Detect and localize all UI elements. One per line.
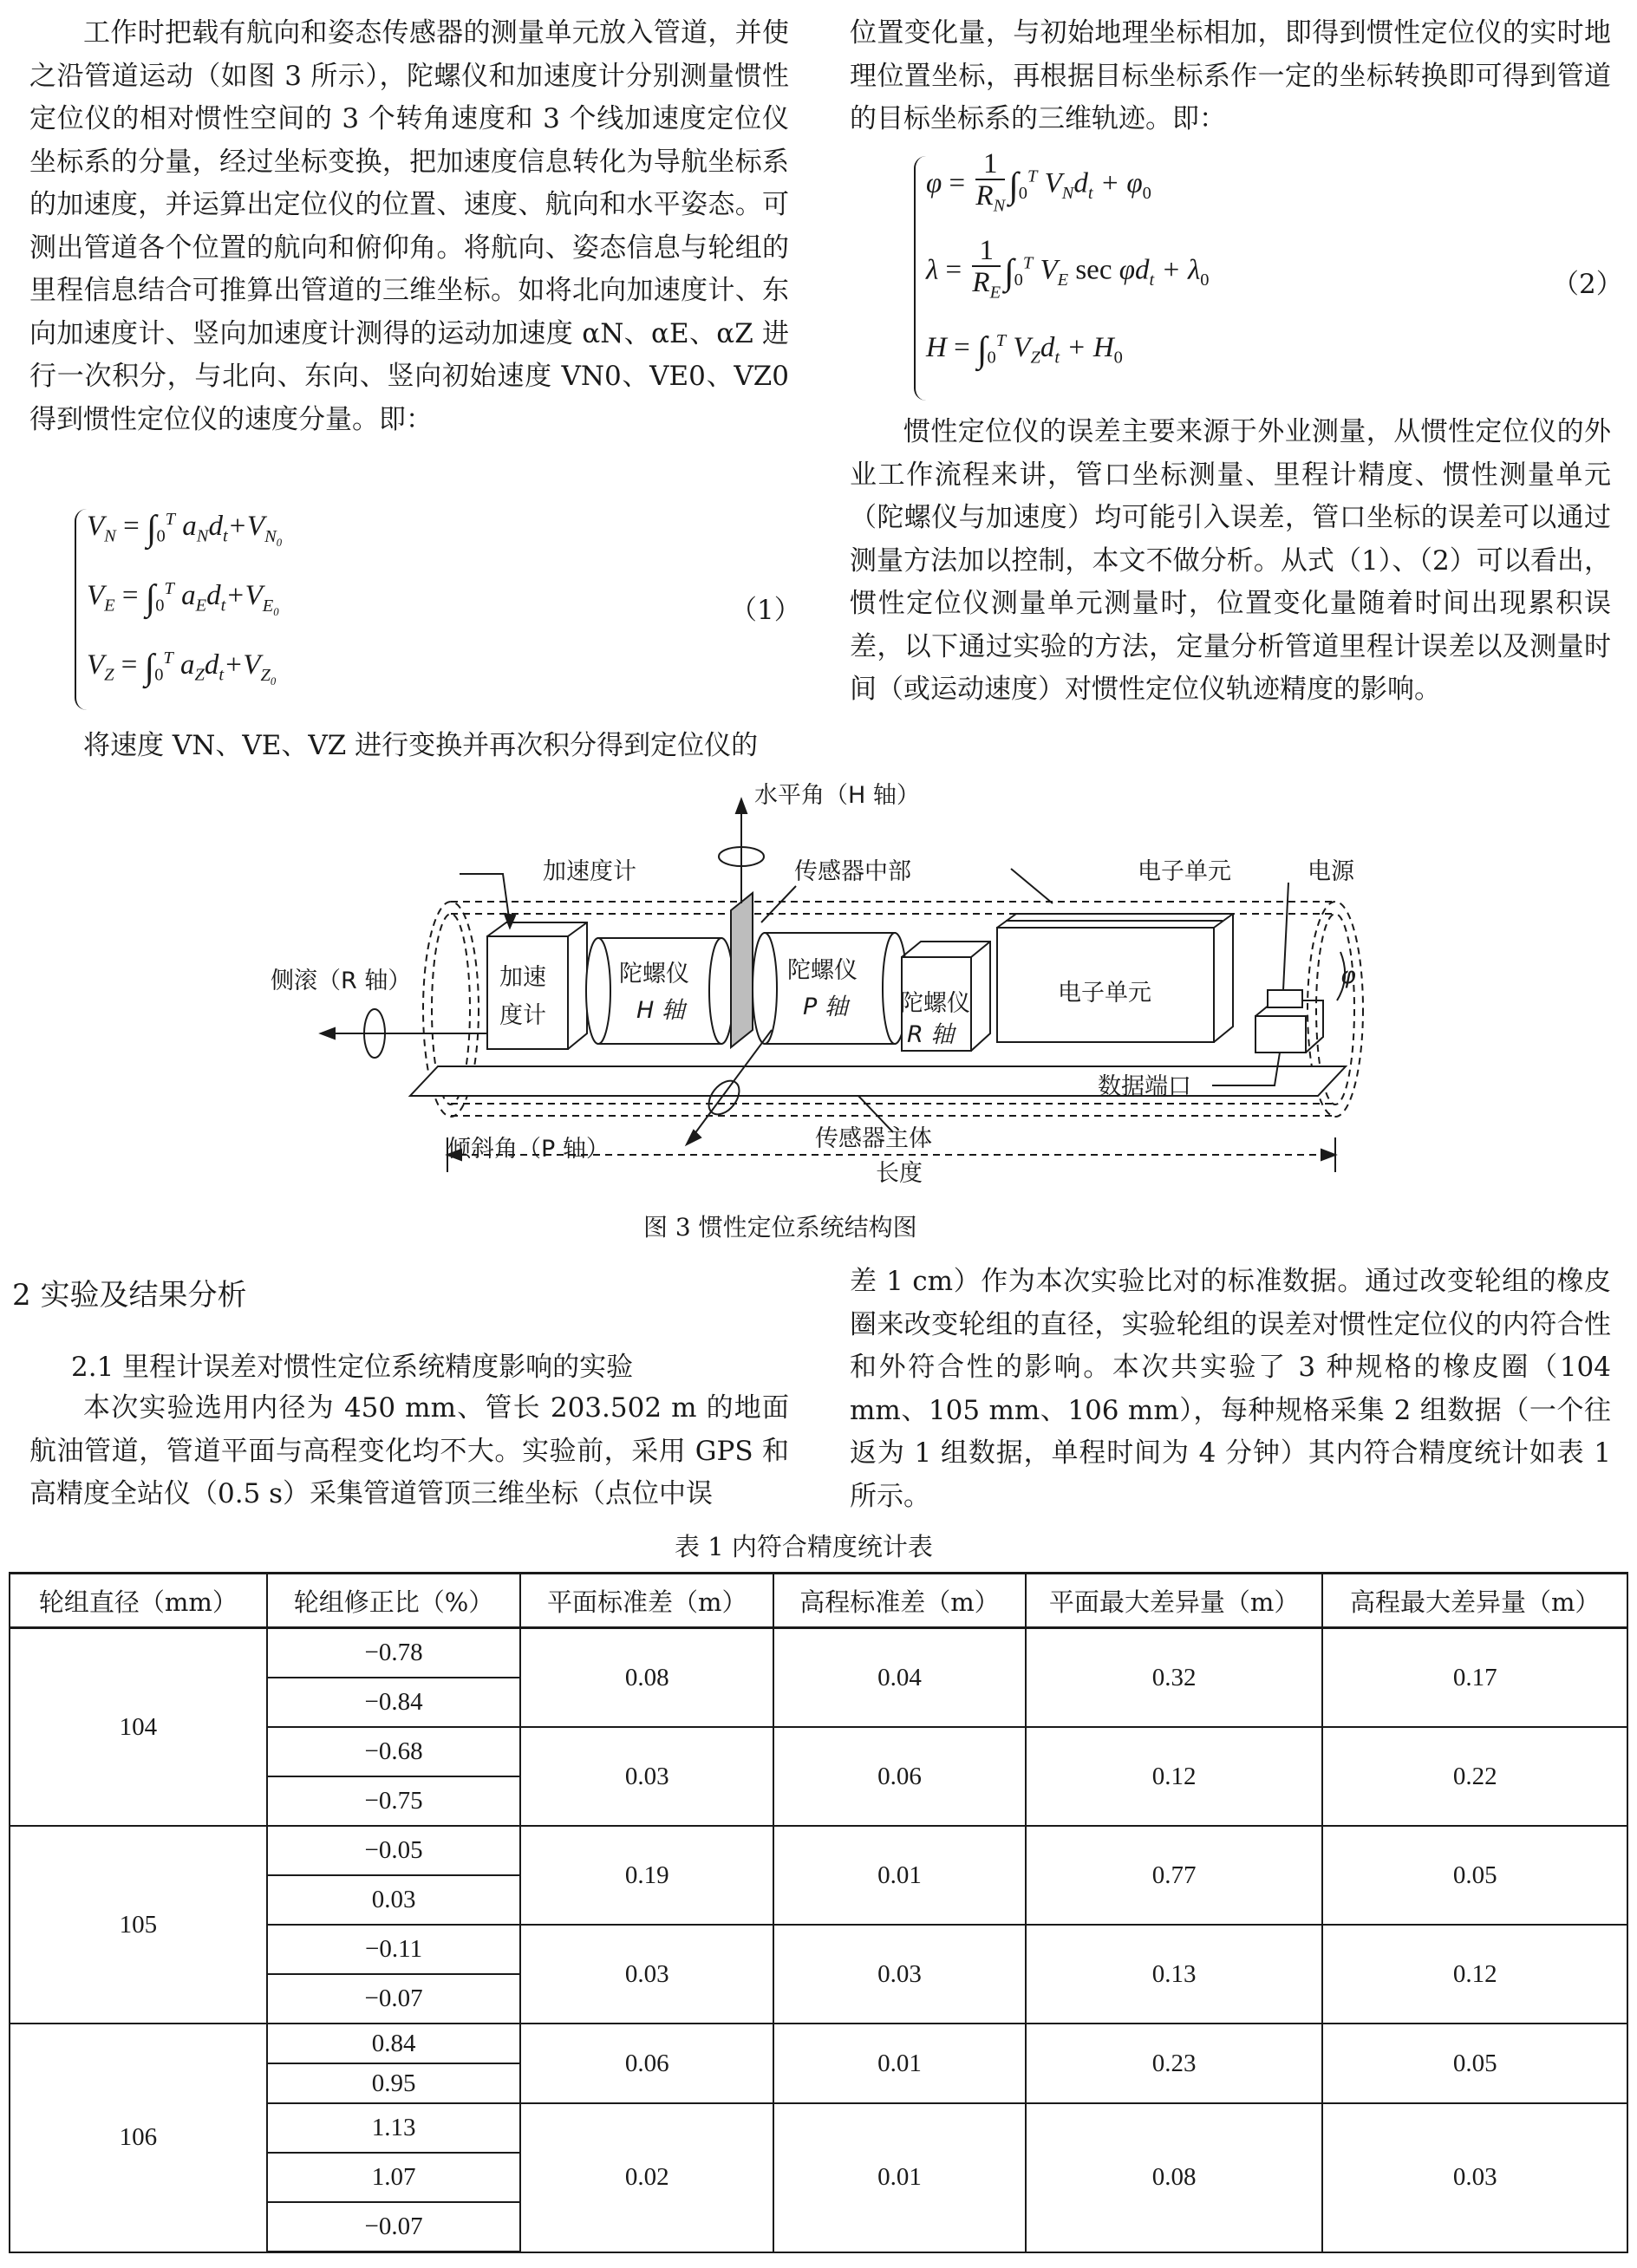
equation-1-line-2: $V_E = \int_0^T$ $a_Ed_t+V_{E_0}$ xyxy=(87,578,279,618)
equation-1-line-1: $V_N = \int_0^T$ $a_Nd_t+V_{N_0}$ xyxy=(87,509,283,549)
cell-diameter: 105 xyxy=(10,1826,267,2024)
box-electronics: 电子单元 xyxy=(1058,980,1151,1007)
precision-table xyxy=(9,1572,1628,2253)
gyro-h-cylinder xyxy=(598,938,721,1044)
header-plane-std: 平面标准差（m） xyxy=(520,1574,773,1628)
right-column-error-source xyxy=(850,411,1611,712)
paragraph-error-source: 惯性定位仪的误差主要来源于外业测量，从惯性定位仪的外业工作流程来讲，管口坐标测量、里程计精度、惯性测量单元（陀螺仪与加速度）均可能引入误差，管口坐标的误差可以通过测量方法加以控制，本文不做分析。从式（1）、（2）可以看出，惯性定位仪测量单元测量时，位置变化量随着时间出现累积误差，以下通过实验的方法，定量分析管道里程计误差以及测量时间（或运动速度）对惯性定位仪轨迹精度的影响。 xyxy=(850,416,1611,705)
cell-plane-std: 0.19 xyxy=(520,1826,773,1925)
box-gyro-r-line1: 陀螺仪 xyxy=(900,990,970,1017)
cell-height-max: 0.12 xyxy=(1322,1925,1627,2024)
table-header-row xyxy=(10,1574,1627,1628)
cell-height-std: 0.01 xyxy=(773,2024,1026,2103)
paragraph-experiment-method: 差 1 cm）作为本次实验比对的标准数据。通过改变轮组的橡皮圈来改变轮组的直径，实验轮组的误差对惯性定位仪的内符合性和外符合性的影响。本次共实验了 3 种规格的橡皮圈（104 mm、105 mm、106 mm），每种规格采集 2 组数据（一个往返为 1 组数据，单程时间为 4 分钟）其内符合精度统计如表 1 所示。 xyxy=(850,1266,1611,1512)
subsection-title: 2.1 里程计误差对惯性定位系统精度影响的实验 xyxy=(71,1352,634,1383)
cell-height-max: 0.17 xyxy=(1322,1628,1627,1728)
box-gyro-h-line1: 陀螺仪 xyxy=(619,961,689,987)
equation-1-line-3: $V_Z = \int_0^T$ $a_Zd_t+V_{Z_0}$ xyxy=(87,648,277,688)
cell-height-max: 0.05 xyxy=(1322,1826,1627,1925)
cell-height-std: 0.06 xyxy=(773,1727,1026,1826)
cell-plane-max: 0.32 xyxy=(1026,1628,1323,1728)
header-height-max: 高程最大差异量（m） xyxy=(1322,1574,1627,1628)
label-h-axis: 水平角（H 轴） xyxy=(754,782,920,809)
cell-plane-std: 0.03 xyxy=(520,1727,773,1826)
box-gyro-r-line2: R 轴 xyxy=(907,1021,955,1048)
phi-symbol: φ xyxy=(1340,962,1356,989)
table-row xyxy=(10,2024,1627,2063)
label-pitch-axis: 倾斜角（P 轴） xyxy=(447,1136,610,1163)
cell-ratio: −0.05 xyxy=(267,1826,521,1875)
cell-plane-max: 0.77 xyxy=(1026,1826,1323,1925)
cell-diameter: 106 xyxy=(10,2024,267,2252)
paragraph-intro: 工作时把载有航向和姿态传感器的测量单元放入管道，并使之沿管道运动（如图 3 所示），陀螺仪和加速度计分别测量惯性定位仪的相对惯性空间的 3 个转角速度和 3 个线加速度定位仪坐标系的分量，经过坐标变换，把加速度信息转化为导航坐标系的加速度，并运算出定位仪的位置、速度、航向和水平姿态。可测出管道各个位置的航向和俯仰角。将航向、姿态信息与轮组的里程信息结合可推算出管道的三维坐标。如将北向加速度计、东向加速度计、竖向加速度计测得的运动加速度 αN、αE、αZ 进行一次积分，与北向、东向、竖向初始速度 VN0、VE0、VZ0 得到惯性定位仪的速度分量。即： xyxy=(29,17,789,435)
accelerometer-box xyxy=(487,936,568,1049)
cell-diameter: 104 xyxy=(10,1628,267,1827)
cell-height-std: 0.03 xyxy=(773,1925,1026,2024)
paragraph-velocity-transform: 将速度 VN、VE、VZ 进行变换并再次积分得到定位仪的 xyxy=(83,730,759,761)
label-data-port: 数据端口 xyxy=(1098,1073,1191,1100)
box-gyro-h-line2: H 轴 xyxy=(636,997,685,1024)
equation-2-line-2: λ = $\frac{1}{R_E}$ $\int_0^T$ $V_E$ $\sec \varphi d_t + \lambda_0$ xyxy=(926,235,1210,303)
cell-plane-std: 0.08 xyxy=(520,1628,773,1728)
figure-3-structure-diagram xyxy=(251,773,1379,1207)
cell-ratio: −0.84 xyxy=(267,1678,521,1727)
cell-plane-std: 0.03 xyxy=(520,1925,773,2024)
header-diameter: 轮组直径（mm） xyxy=(10,1574,267,1628)
sensor-middle-plate xyxy=(731,893,753,1047)
label-length: 长度 xyxy=(876,1160,923,1187)
cell-height-max: 0.05 xyxy=(1322,2024,1627,2103)
cell-ratio: −0.68 xyxy=(267,1727,521,1776)
label-electronics-top: 电子单元 xyxy=(1138,858,1231,885)
cell-ratio: 0.84 xyxy=(267,2024,521,2063)
accelerometer-leader xyxy=(460,874,510,924)
box-gyro-p-line2: P 轴 xyxy=(803,994,848,1020)
cell-ratio: −0.78 xyxy=(267,1628,521,1678)
cell-height-std: 0.04 xyxy=(773,1628,1026,1728)
cell-ratio: −0.11 xyxy=(267,1925,521,1974)
power-box xyxy=(1255,1016,1306,1053)
label-sensor-middle: 传感器中部 xyxy=(794,858,911,885)
cell-ratio: 1.13 xyxy=(267,2103,521,2153)
equation-2-line-1: φ = $\frac{1}{R_N}$ $\int_0^T$ $V_Nd_t + \varphi_0$ xyxy=(926,148,1151,216)
cell-ratio: −0.07 xyxy=(267,1974,521,2024)
cell-plane-max: 0.23 xyxy=(1026,2024,1323,2103)
label-accelerometer: 加速度计 xyxy=(543,858,636,885)
table-row xyxy=(10,1826,1627,1875)
label-roll-axis: 侧滚（R 轴） xyxy=(271,968,412,994)
box-accel-line2: 度计 xyxy=(499,1002,546,1029)
base-plate xyxy=(410,1066,1346,1096)
cell-ratio: 0.03 xyxy=(267,1875,521,1925)
box-gyro-p-line1: 陀螺仪 xyxy=(787,957,858,984)
left-column-lower xyxy=(29,1387,789,1516)
paragraph-position-change: 位置变化量，与初始地理坐标相加，即得到惯性定位仪的实时地理位置坐标，再根据目标坐标系作一定的坐标转换即可得到管道的目标坐标系的三维轨迹。即： xyxy=(850,17,1611,134)
box-accel-line1: 加速 xyxy=(499,964,546,991)
cell-ratio: −0.07 xyxy=(267,2202,521,2252)
cell-plane-max: 0.08 xyxy=(1026,2103,1323,2252)
table-row xyxy=(10,1628,1627,1678)
header-height-std: 高程标准差（m） xyxy=(773,1574,1026,1628)
cell-height-max: 0.03 xyxy=(1322,2103,1627,2252)
cell-plane-std: 0.02 xyxy=(520,2103,773,2252)
cell-plane-std: 0.06 xyxy=(520,2024,773,2103)
table-caption: 表 1 内符合精度统计表 xyxy=(675,1532,933,1561)
equation-2-line-3: $H = \int_0^T$ $V_Zd_t + H_0$ xyxy=(926,330,1123,370)
equation-2-number: （2） xyxy=(1552,269,1623,300)
label-power: 电源 xyxy=(1308,858,1354,885)
paragraph-experiment-setup: 本次实验选用内径为 450 mm、管长 203.502 m 的地面航油管道，管道平面与高程变化均不大。实验前，采用 GPS 和高精度全站仪（0.5 s）采集管道管顶三维坐标（点位中误 xyxy=(29,1392,789,1509)
gyro-p-cylinder xyxy=(765,933,895,1044)
cell-height-std: 0.01 xyxy=(773,1826,1026,1925)
cell-plane-max: 0.12 xyxy=(1026,1727,1323,1826)
cell-height-max: 0.22 xyxy=(1322,1727,1627,1826)
figure-caption: 图 3 惯性定位系统结构图 xyxy=(643,1213,917,1242)
cell-plane-max: 0.13 xyxy=(1026,1925,1323,2024)
right-column-upper xyxy=(850,12,1611,141)
right-column-lower xyxy=(850,1261,1611,1518)
left-column-after-eq1 xyxy=(29,725,789,768)
cell-ratio: 1.07 xyxy=(267,2153,521,2202)
label-sensor-body: 传感器主体 xyxy=(815,1125,932,1152)
cell-height-std: 0.01 xyxy=(773,2103,1026,2252)
cell-ratio: −0.75 xyxy=(267,1776,521,1826)
left-column-upper xyxy=(29,12,789,441)
cell-ratio: 0.95 xyxy=(267,2063,521,2103)
header-ratio: 轮组修正比（%） xyxy=(267,1574,521,1628)
section-title: 2 实验及结果分析 xyxy=(12,1278,247,1313)
equation-1-number: （1） xyxy=(730,595,801,626)
header-plane-max: 平面最大差异量（m） xyxy=(1026,1574,1323,1628)
